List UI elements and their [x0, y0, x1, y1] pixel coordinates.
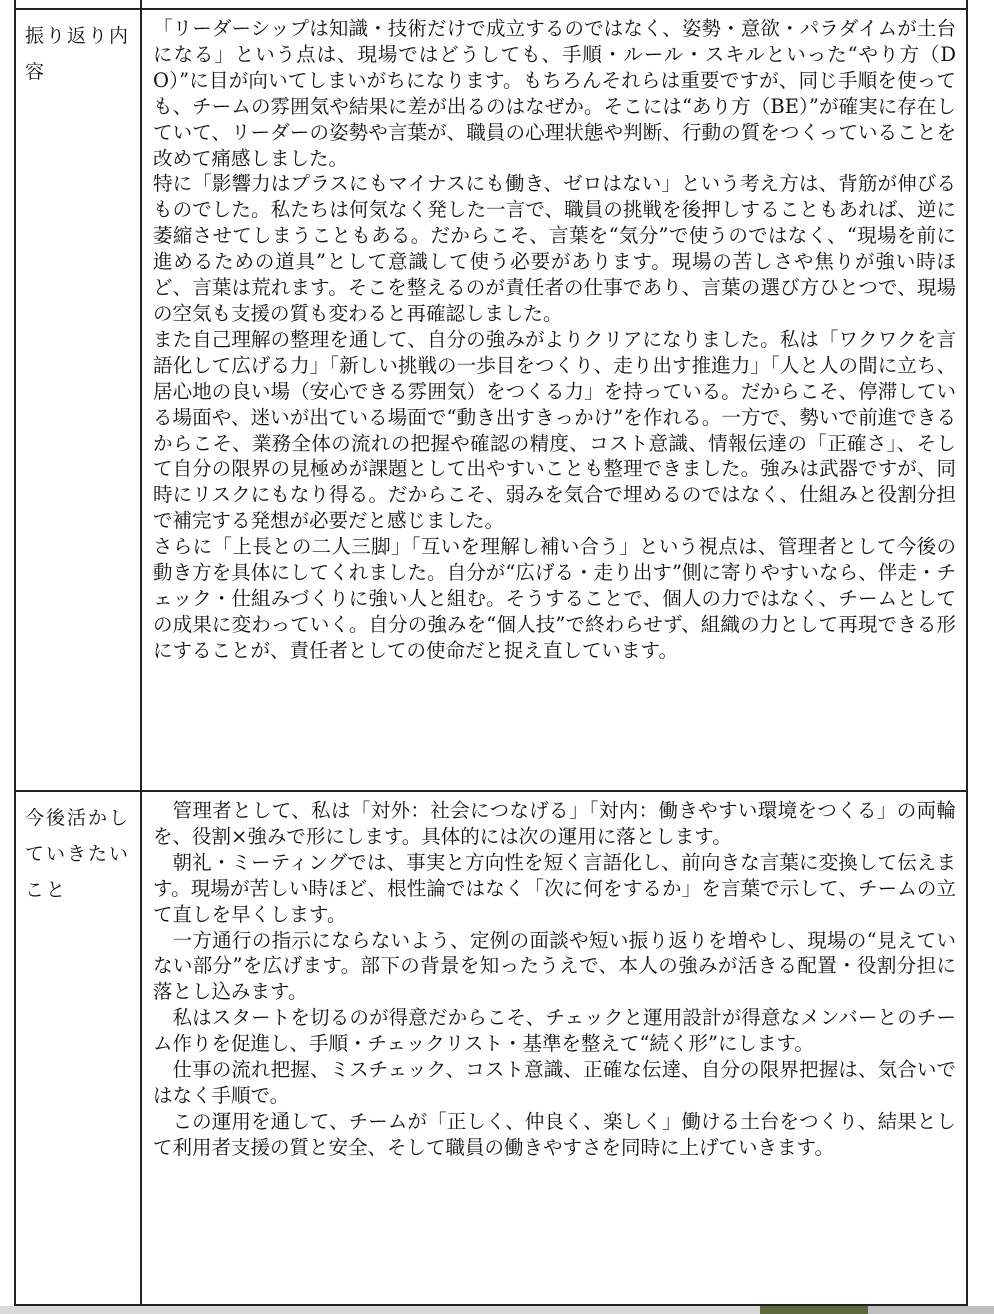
future-paragraph-4: 私はスタートを切るのが得意だからこそ、チェックと運用設計が得意なメンバーとのチーム作りを促進し、手順・チェックリスト・基準を整えて“続く形”にします。: [153, 1006, 956, 1056]
future-label-cell: [15, 791, 141, 1305]
reflection-paragraph-4: さらに「上長との二人三脚」「互いを理解し補い合う」という視点は、管理者として今後の動き方を具体にしてくれました。自分が“広げる・走り出す”側に寄りやすいなら、伴走・チェック・仕組みづくりに強い人と組む。そうすることで、個人の力ではなく、チームとしての成果に変わっていく。自分の強みを“個人技”で終わらせず、組織の力として再現できる形にすることが、責任者としての使命だと捉え直しています。: [153, 535, 956, 662]
report-table: [14, 0, 968, 1306]
top-label-cell: [15, 0, 141, 9]
reflection-label-cell: [15, 9, 141, 791]
future-paragraph-6: この運用を通して、チームが「正しく、仲良く、楽しく」働ける土台をつくり、結果として利用者支援の質と安全、そして職員の働きやすさを同時に上げていきます。: [153, 1109, 956, 1159]
future-paragraph-2: 朝礼・ミーティングでは、事実と方向性を短く言語化し、前向きな言葉に変換して伝えます。現場が苦しい時ほど、根性論ではなく「次に何をするか」を言葉で示して、チームの立て直しを早くします。: [153, 850, 956, 926]
future-row: [15, 791, 967, 1305]
reflection-paragraph-1: 「リーダーシップは知識・技術だけで成立するのではなく、姿勢・意欲・パラダイムが土台になる」という点は、現場ではどうしても、手順・ルール・スキルといった“やり方（DO）”に目が向いてしまいがちになります。もちろんそれらは重要ですが、同じ手順を使っても、チームの雰囲気や結果に差が出るのはなぜか。そこには“あり方（BE）”が確実に存在していて、リーダーの姿勢や言葉が、職員の心理状態や判断、行動の質をつくっていることを改めて痛感しました。: [153, 17, 956, 170]
top-content-cell: [141, 0, 967, 9]
future-label: 今後活かしていきたいこと: [25, 807, 131, 901]
reflection-paragraph-2: 特に「影響力はプラスにもマイナスにも働き、ゼロはない」という考え方は、背筋が伸びるものでした。私たちは何気なく発した一言で、職員の挑戦を後押しすることもあれば、逆に萎縮させてしまうこともある。だからこそ、言葉を“気分”で使うのではなく、“現場を前に進めるための道具”として意識して使う必要があります。現場の苦しさや焦りが強い時ほど、言葉は荒れます。そこを整えるのが責任者の仕事であり、言葉の選び方ひとつで、現場の空気も支援の質も変わると再確認しました。: [153, 172, 956, 325]
reflection-content: [142, 10, 966, 664]
future-content: [142, 792, 966, 1161]
reflection-content-cell: [141, 9, 967, 791]
reflection-paragraph-3: また自己理解の整理を通して、自分の強みがよりクリアになりました。私は「ワクワクを言語化して広げる力」「新しい挑戦の一歩目をつくり、走り出す推進力」「人と人の間に立ち、居心地の良い場（安心できる雰囲気）をつくる力」を持っている。だからこそ、停滞している場面や、迷いが出ている場面で“動き出すきっかけ”を作れる。一方で、勢いで前進できるからこそ、業務全体の流れの把握や確認の精度、コスト意識、情報伝達の「正確さ」、そして自分の限界の見極めが課題として出やすいことも整理できました。強みは武器ですが、同時にリスクにもなり得る。だからこそ、弱みを気合で埋めるのではなく、仕組みと役割分担で補完する発想が必要だと感じました。: [153, 327, 956, 533]
future-paragraph-1: 管理者として、私は「対外：社会につなげる」「対内：働きやすい環境をつくる」の両輪を、役割×強みで形にします。具体的には次の運用に落とします。: [153, 799, 956, 848]
reflection-row: [15, 9, 967, 791]
bottom-edge-fragment: [868, 1306, 994, 1314]
reflection-label: 振り返り内容: [25, 25, 131, 83]
bottom-thumbnail-fragment: [760, 1306, 868, 1314]
future-paragraph-3: 一方通行の指示にならないよう、定例の面談や短い振り返りを増やし、現場の“見えていない部分”を広げます。部下の背景を知ったうえで、本人の強みが活きる配置・役割分担に落とし込みます。: [153, 928, 956, 1004]
table-top-row: [15, 0, 967, 9]
future-content-cell: [141, 791, 967, 1305]
future-paragraph-5: 仕事の流れ把握、ミスチェック、コスト意識、正確な伝達、自分の限界把握は、気合いではなく手順で。: [153, 1058, 956, 1107]
